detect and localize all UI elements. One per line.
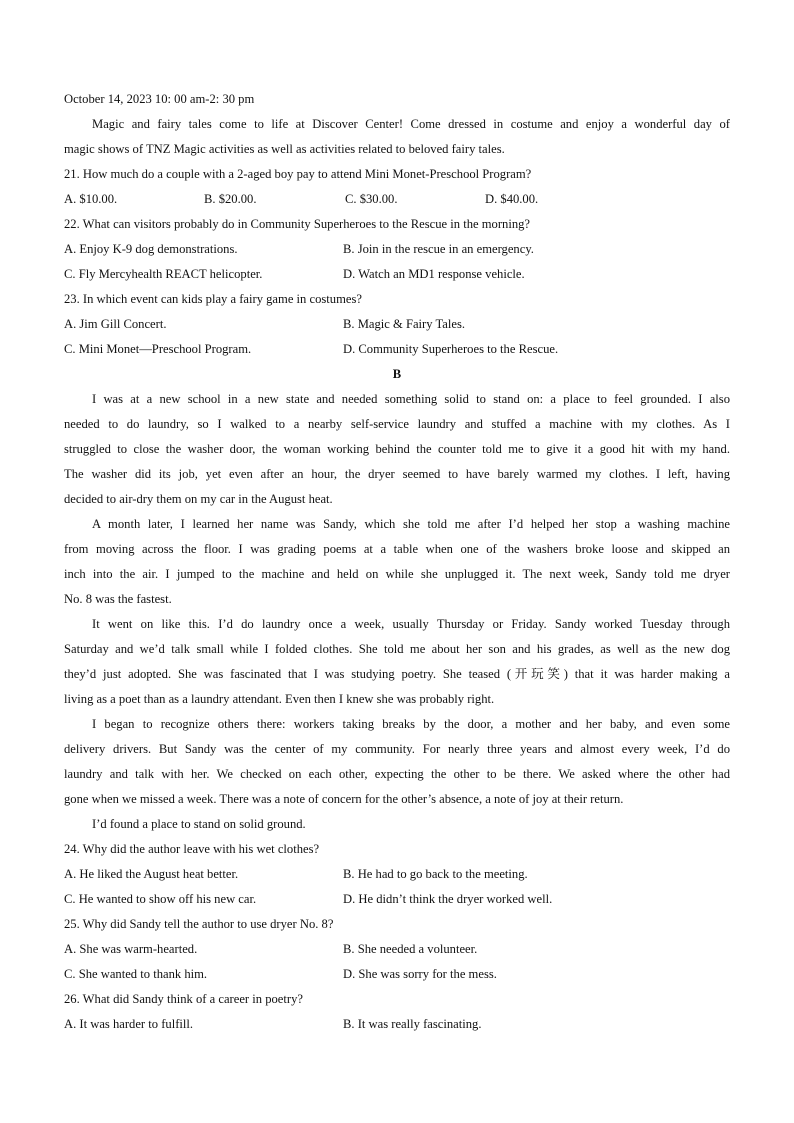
- option-c: C. $30.00.: [345, 192, 398, 206]
- passage-paragraph: [64, 512, 730, 612]
- question-26-options-row: [64, 1012, 730, 1037]
- option-a: A. Enjoy K-9 dog demonstrations.: [64, 242, 238, 256]
- section-heading: B: [392, 367, 402, 381]
- passage-line: I was at a new school in a new state and needed something solid to stand on: a place to feel grounded. I also: [92, 392, 730, 406]
- document-page: [64, 87, 730, 1037]
- option-c: C. He wanted to show off his new car.: [64, 892, 257, 906]
- passage-paragraph: [64, 387, 730, 512]
- option-d: D. Community Superheroes to the Rescue.: [343, 342, 559, 356]
- intro-line: Magic and fairy tales come to life at Discover Center! Come dressed in costume and enjoy a wonderful day of: [92, 117, 730, 131]
- passage-line: gone when we missed a week. There was a note of concern for the other’s absence, a note of joy at their return.: [64, 792, 624, 806]
- question-25: 25. Why did Sandy tell the author to use dryer No. 8?: [64, 917, 334, 931]
- passage-line: decided to air-dry them on my car in the August heat.: [64, 492, 333, 506]
- passage-line: The washer did its job, yet even after an hour, the dryer seemed to have barely warmed my clothes. I left, having: [64, 467, 730, 481]
- option-d: D. Watch an MD1 response vehicle.: [343, 267, 525, 281]
- question-22: 22. What can visitors probably do in Community Superheroes to the Rescue in the morning?: [64, 217, 531, 231]
- passage-line: laundry and talk with her. We checked on each other, expecting the other to be there. We asked where the other had: [64, 767, 730, 781]
- question-21: 21. How much do a couple with a 2-aged boy pay to attend Mini Monet-Preschool Program?: [64, 167, 532, 181]
- passage-line: needed to do laundry, so I walked to a nearby self-service laundry and stuffed a machine with my clothes. As I: [64, 417, 730, 431]
- passage-line: delivery drivers. But Sandy was the center of my community. For nearly three years and almost every week, I’d do: [64, 742, 730, 756]
- passage-line: struggled to close the washer door, the woman working behind the counter told me to give it a good hit with my hand.: [64, 442, 730, 456]
- question-24: 24. Why did the author leave with his wet clothes?: [64, 842, 320, 856]
- question-24-options-row: [64, 887, 730, 912]
- option-b: B. $20.00.: [204, 192, 257, 206]
- question-25-options-row: [64, 937, 730, 962]
- option-c: C. Mini Monet—Preschool Program.: [64, 342, 252, 356]
- question-23-options-row: [64, 312, 730, 337]
- event-date-line: October 14, 2023 10: 00 am-2: 30 pm: [64, 92, 255, 106]
- option-d: D. He didn’t think the dryer worked well.: [343, 892, 553, 906]
- option-c: C. She wanted to thank him.: [64, 967, 208, 981]
- option-d: D. $40.00.: [485, 192, 539, 206]
- question-23-options-row: [64, 337, 730, 362]
- question-24-options-row: [64, 862, 730, 887]
- passage-line: It went on like this. I’d do laundry once a week, usually Thursday or Friday. Sandy worked Tuesday through: [92, 617, 730, 631]
- passage-line: inch into the air. I jumped to the machine and held on while she unplugged it. The next week, Sandy told me dryer: [64, 567, 730, 581]
- question-21-options: [64, 187, 730, 212]
- option-b: B. Magic & Fairy Tales.: [343, 317, 466, 331]
- passage-line: No. 8 was the fastest.: [64, 592, 172, 606]
- passage-paragraph: [64, 612, 730, 712]
- question-22-options-row: [64, 262, 730, 287]
- passage-paragraph: [64, 712, 730, 812]
- passage-line: Saturday and we’d talk small while I folded clothes. She told me about her son and his grades, as well as the new dog: [64, 642, 730, 656]
- passage-line: they’d just adopted. She was fascinated that I was studying poetry. She teased (开玩笑) that it was harder making a: [64, 667, 730, 681]
- passage-line: A month later, I learned her name was Sandy, which she told me after I’d helped her stop a washing machine: [92, 517, 730, 531]
- intro-line: magic shows of TNZ Magic activities as well as activities related to beloved fairy tales.: [64, 142, 505, 156]
- option-b: B. It was really fascinating.: [343, 1017, 482, 1031]
- option-b: B. Join in the rescue in an emergency.: [343, 242, 534, 256]
- option-a: A. She was warm-hearted.: [64, 942, 198, 956]
- option-d: D. She was sorry for the mess.: [343, 967, 497, 981]
- question-26: 26. What did Sandy think of a career in poetry?: [64, 992, 303, 1006]
- option-a: A. $10.00.: [64, 192, 118, 206]
- question-22-options-row: [64, 237, 730, 262]
- option-a: A. It was harder to fulfill.: [64, 1017, 194, 1031]
- option-a: A. He liked the August heat better.: [64, 867, 239, 881]
- option-c: C. Fly Mercyhealth REACT helicopter.: [64, 267, 263, 281]
- option-a: A. Jim Gill Concert.: [64, 317, 167, 331]
- passage-line: I began to recognize others there: workers taking breaks by the door, a mother and her baby, and even some: [92, 717, 730, 731]
- question-25-options-row: [64, 962, 730, 987]
- passage-line: I’d found a place to stand on solid ground.: [92, 817, 306, 831]
- passage-line: living as a poet than as a laundry attendant. Even then I knew she was probably right.: [64, 692, 495, 706]
- option-b: B. He had to go back to the meeting.: [343, 867, 528, 881]
- passage-line: from moving across the floor. I was grading poems at a table when one of the washers broke loose and skipped an: [64, 542, 730, 556]
- question-23: 23. In which event can kids play a fairy game in costumes?: [64, 292, 362, 306]
- option-b: B. She needed a volunteer.: [343, 942, 478, 956]
